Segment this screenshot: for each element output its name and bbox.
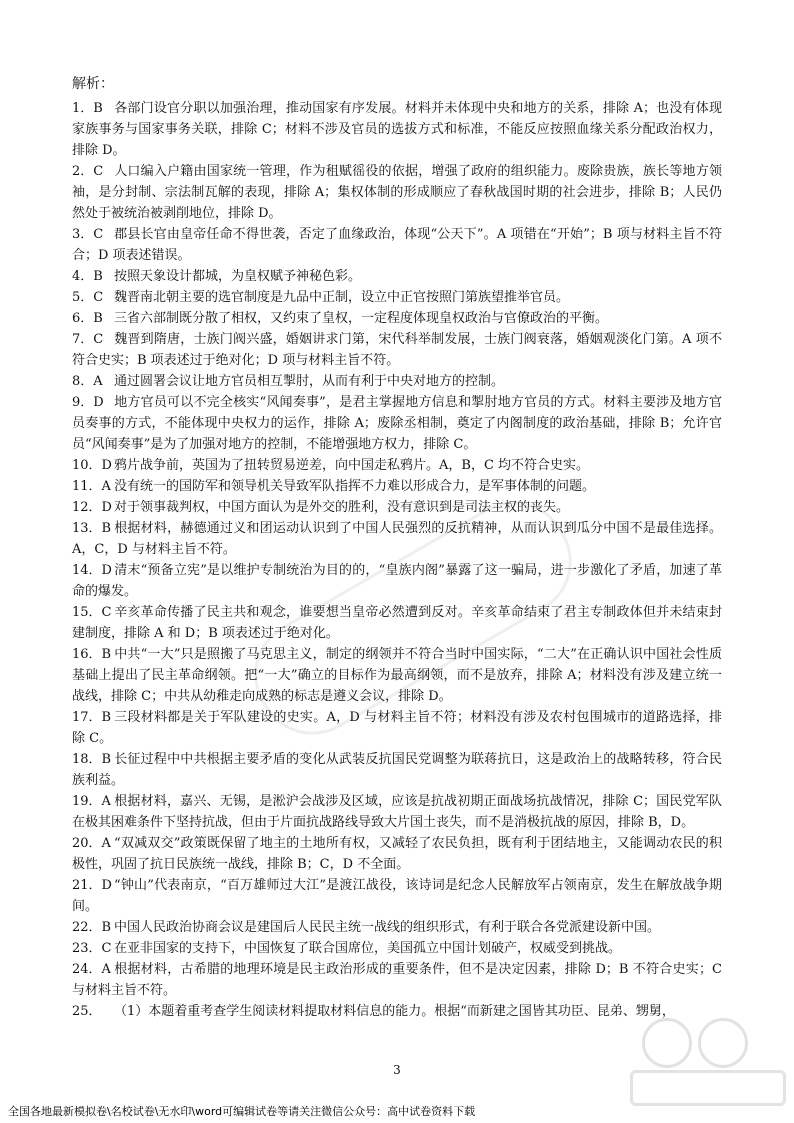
answer-item (72, 518, 722, 560)
answer-explanation: 人口编入户籍由国家统一管理，作为租赋徭役的依据，增强了政府的组织能力。废除贵族，族长等地方领袖，是分封制、宗法制瓦解的表现，排除 A；集权体制的形成顺应了春秋战国时期的社会进步，排除 B；人民仍然处于被统治被剥削地位，排除 D。 (72, 164, 722, 221)
answer-number: 22．B (72, 920, 112, 935)
answer-item (72, 455, 722, 476)
answer-number: 15．C (72, 605, 112, 620)
answer-list (72, 98, 722, 1022)
answer-item (72, 833, 722, 875)
answer-number: 16．B (72, 647, 112, 662)
answer-explanation: 中共“一大”只是照搬了马克思主义，制定的纲领并不符合当时中国实际，“二大”在正确认识中国社会性质基础上提出了民主革命纲领。把“一大”确立的目标作为最高纲领，而不是放弃，排除 A；材料没有涉及建立统一战线，排除 C；中共从幼稚走向成熟的标志是遵义会议，排除 D。 (72, 647, 722, 704)
answer-explanation: “钟山”代表南京，“百万雄师过大江”是渡江战役，该诗词是纪念人民解放军占领南京，发生在解放战争期间。 (72, 878, 722, 914)
answer-item (72, 371, 722, 392)
answer-number: 6．B (72, 311, 103, 326)
answer-explanation: 清末“预备立宪”是以维护专制统治为目的的，“皇族内阁”暴露了这一骗局，进一步激化了矛盾，加速了革命的爆发。 (72, 563, 722, 599)
answer-number: 8．A (72, 374, 103, 389)
answer-item (72, 266, 722, 287)
answer-item (72, 560, 722, 602)
answer-number: 13．B (72, 521, 112, 536)
answer-explanation: 根据材料，古希腊的地理环境是民主政治形成的重要条件，但不是决定因素，排除 D；B 不符合史实；C 与材料主旨不符。 (72, 962, 722, 998)
answer-item (72, 959, 722, 1001)
answer-explanation: 鸦片战争前，英国为了扭转贸易逆差，向中国走私鸦片。A，B，C 均不符合史实。 (114, 458, 590, 473)
answer-explanation: 地方官员可以不完全核实“风闻奏事”，是君主掌握地方信息和掣肘地方官员的方式。材料主要涉及地方官员奏事的方式，不能体现中央权力的运作，排除 A；废除丞相制，奠定了内阁制度的政治基础，排除 B；允许官员“风闻奏事”是为了加强对地方的控制，不能增强地方权力，排除 C。 (72, 395, 722, 452)
answer-explanation: 魏晋南北朝主要的选官制度是九品中正制，设立中正官按照门第族望推举官员。 (114, 290, 570, 305)
answer-item (72, 98, 722, 161)
answer-sheet (72, 74, 722, 1022)
answer-item (72, 791, 722, 833)
answer-number: 19．A (72, 794, 111, 809)
answer-explanation: 对于领事裁判权，中国方面认为是外交的胜利，没有意识到是司法主权的丧失。 (114, 500, 570, 515)
site-logo-watermark (622, 1018, 782, 1108)
answer-explanation: 没有统一的国防军和领导机关导致军队指挥不力难以形成合力，是军事体制的问题。 (114, 479, 596, 494)
answer-number: 7．C (72, 332, 104, 347)
answer-number: 3．C (72, 227, 104, 242)
answer-explanation: 按照天象设计都城，为皇权赋予神秘色彩。 (114, 269, 362, 284)
answer-number: 21．D (72, 878, 112, 893)
answer-explanation: 郡县长官由皇帝任命不得世袭，否定了血缘政治，体现“公天下”。A 项错在“开始”；B 项与材料主旨不符合；D 项表述错误。 (72, 227, 722, 263)
answer-explanation: 辛亥革命传播了民主共和观念，谁要想当皇帝必然遭到反对。辛亥革命结束了君主专制政体但并未结束封建制度，排除 A 和 D；B 项表述过于绝对化。 (72, 605, 722, 641)
answer-number: 25． (72, 1004, 102, 1019)
answer-number: 9．D (72, 395, 104, 410)
answer-explanation: 根据材料，嘉兴、无锡，是淞沪会战涉及区域，应该是抗战初期正面战场抗战情况，排除 C；国民党军队在极其困难条件下坚持抗战，但由于片面抗战路线导致大片国土丧失，而不是消极抗战的原因，排除 B，D。 (72, 794, 722, 830)
answer-number: 24．A (72, 962, 111, 977)
answer-number: 2．C (72, 164, 104, 179)
answer-explanation: 通过圆署会议让地方官员相互掣肘，从而有利于中央对地方的控制。 (114, 374, 505, 389)
answer-explanation: 长征过程中中共根据主要矛盾的变化从武装反抗国民党调整为联蒋抗日，这是政治上的战略转移，符合民族利益。 (72, 752, 722, 788)
answer-item (72, 497, 722, 518)
answer-number: 23．C (72, 941, 112, 956)
section-heading: 解析： (72, 76, 114, 92)
answer-explanation: 中国人民政治协商会议是建国后人民民主统一战线的组织形式，有利于联合各党派建设新中国。 (114, 920, 661, 935)
answer-item (72, 476, 722, 497)
answer-number: 18．B (72, 752, 112, 767)
answer-item (72, 392, 722, 455)
answer-item (72, 287, 722, 308)
answer-number: 20．A (72, 836, 111, 851)
answer-explanation: 根据材料，赫德通过义和团运动认识到了中国人民强烈的反抗精神，从而认识到瓜分中国不是最佳选择。A，C，D 与材料主旨不符。 (72, 521, 722, 557)
answer-item (72, 917, 722, 938)
footer-notice: 全国各地最新模拟卷\名校试卷\无水印\word可编辑试卷等请关注微信公众号：高中试卷资料下载 (8, 1105, 476, 1118)
answer-item (72, 644, 722, 707)
answer-item (72, 875, 722, 917)
answer-number: 1．B (72, 101, 103, 116)
answer-number: 14．D (72, 563, 112, 578)
answer-item (72, 749, 722, 791)
answer-number: 11．A (72, 479, 111, 494)
answer-explanation: 在亚非国家的支持下，中国恢复了联合国席位，美国孤立中国计划破产，权威受到挑战。 (114, 941, 622, 956)
answer-explanation: 魏晋到隋唐，士族门阀兴盛，婚姻讲求门第，宋代科举制发展，士族门阀衰落，婚姻观淡化门第。A 项不符合史实；B 项表述过于绝对化；D 项与材料主旨不符。 (72, 332, 722, 368)
answer-explanation: “双减双交”政策既保留了地主的土地所有权，又减轻了农民负担，既有利于团结地主，又能调动农民的积极性，巩固了抗日民族统一战线，排除 B；C，D 不全面。 (72, 836, 722, 872)
answer-explanation: （1）本题着重考查学生阅读材料提取材料信息的能力。根据“而新建之国皆其功臣、昆弟、甥舅， (114, 1004, 675, 1019)
answer-item (72, 938, 722, 959)
answer-explanation: 三段材料都是关于军队建设的史实。A，D 与材料主旨不符；材料没有涉及农村包围城市的道路选择，排除 C。 (72, 710, 722, 746)
answer-item (72, 224, 722, 266)
answer-item (72, 329, 722, 371)
answer-item (72, 308, 722, 329)
answer-explanation: 各部门设官分职以加强治理，推动国家有序发展。材料并未体现中央和地方的关系，排除 A；也没有体现家族事务与国家事务关联，排除 C；材料不涉及官员的选拔方式和标准，不能反应按照血缘关系分配政治权力，排除 D。 (72, 101, 722, 158)
answer-item (72, 161, 722, 224)
answer-item (72, 602, 722, 644)
answer-number: 17．B (72, 710, 112, 725)
answer-explanation: 三省六部制既分散了相权，又约束了皇权，一定程度体现皇权政治与官僚政治的平衡。 (114, 311, 609, 326)
answer-number: 12．D (72, 500, 112, 515)
answer-number: 5．C (72, 290, 104, 305)
answer-item (72, 707, 722, 749)
answer-number: 4．B (72, 269, 103, 284)
page-number: 3 (393, 1063, 401, 1077)
answer-number: 10．D (72, 458, 112, 473)
